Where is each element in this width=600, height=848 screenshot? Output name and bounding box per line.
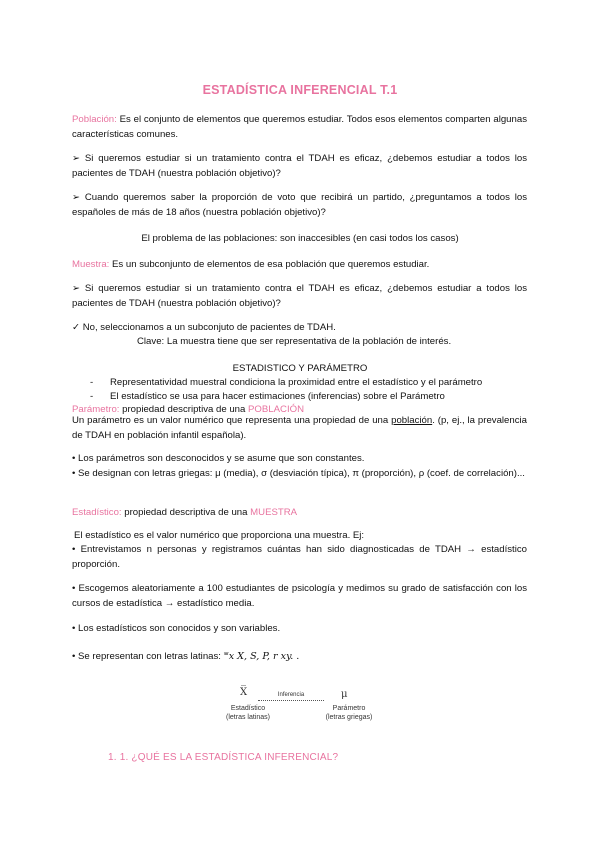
muestra-label: Muestra: (72, 259, 110, 270)
estadistico-b2-pre: • Se representan con letras latinas: (72, 651, 221, 662)
dash-icon: - (90, 377, 94, 388)
estadistico-text: propiedad descriptiva de una (124, 507, 248, 518)
bullet-item (90, 375, 482, 390)
figure-label-text: (letras griegas) (325, 714, 373, 721)
parametro-figure-label (318, 704, 380, 722)
parametro-bullet-2: • Se designan con letras griegas: μ (media), σ (desviación típica), π (proporción), ρ (coef. de correlación)... (72, 468, 525, 479)
estadistico-label: Estadístico: (72, 507, 122, 518)
x-bar-symbol: X̅ (240, 687, 248, 698)
page-title: ESTADÍSTICA INFERENCIAL T.1 (202, 83, 398, 97)
muestra-text: Es un subconjunto de elementos de esa población que queremos estudiar. (112, 259, 430, 270)
parametro-text: propiedad descriptiva de una (122, 404, 246, 415)
question-2: ➢ Cuando queremos saber la proporción de voto que recibirá un partido, ¿preguntamos a todos los españoles de más de 18 años (nuestra población objetivo)? (72, 192, 527, 218)
parametro-bullet-1: • Los parámetros son desconocidos y se asume que son constantes. (72, 453, 365, 464)
question-1: ➢ Si queremos estudiar si un tratamiento contra el TDAH es eficaz, ¿debemos estudiar a todos los pacientes de TDAH (nuestra población objetivo)? (72, 153, 527, 179)
inference-arrow-label: Inferencia (258, 691, 324, 701)
poblacion-label: Población: (72, 114, 117, 125)
parametro-keyword: POBLACIÓN (248, 404, 305, 415)
parametro-def-pre: Un parámetro es un valor numérico que representa una propiedad de una (72, 415, 389, 426)
estadistico-bullet-1: • Los estadísticos son conocidos y son variables. (72, 623, 281, 634)
estadistico-figure-label (218, 704, 278, 722)
clave-line: Clave: La muestra tiene que ser representativa de la población de interés. (137, 336, 452, 347)
estadistico-keyword: MUESTRA (250, 507, 298, 518)
parametro-def-post: . (p, ej., la prevalencia de TDAH en población infantil española). (72, 415, 527, 441)
section-heading-1-1: 1. 1. ¿QUÉ ES LA ESTADÍSTICA INFERENCIAL? (108, 752, 339, 763)
answer-line: ✓ No, seleccionamos a un subconjuto de pacientes de TDAH. (72, 322, 336, 333)
figure-label-text: Estadístico (230, 705, 266, 712)
figure-label-text: Parámetro (332, 705, 366, 712)
bullet-text: Representatividad muestral condiciona la proximidad entre el estadístico y el parámetro (110, 377, 483, 388)
mu-symbol: μ (341, 689, 348, 700)
muestra-paragraph (72, 257, 527, 272)
question-3: ➢ Si queremos estudiar si un tratamiento contra el TDAH es eficaz, ¿debemos estudiar a todos los pacientes de TDAH (nuestra población objetivo)? (72, 283, 527, 309)
latin-symbols: ⁼̅𝑥 X, S, P, r xy. . (223, 651, 300, 662)
figure-label-text: (letras latinas) (226, 714, 270, 721)
poblacion-text: Es el conjunto de elementos que queremos estudiar. Todos esos elementos comparten algunas características comunes. (72, 114, 527, 140)
poblacion-paragraph (72, 112, 527, 142)
parametro-label: Parámetro: (72, 404, 120, 415)
parametro-def-word: población (391, 415, 433, 426)
estadistico-example-1: • Entrevistamos n personas y registramos cuántas han sido diagnosticadas de TDAH → estadístico proporción. (72, 544, 527, 570)
estadistico-example-2: • Escogemos aleatoriamente a 100 estudiantes de psicología y medimos su grado de satisfacción con los cursos de estadística → estadístico media. (72, 583, 527, 609)
bullet-text: El estadístico se usa para hacer estimaciones (inferencias) sobre el Parámetro (110, 391, 445, 402)
estadistico-definition: El estadístico es el valor numérico que proporciona una muestra. Ej: (74, 530, 365, 541)
problem-statement: El problema de las poblaciones: son inaccesibles (en casi todos los casos) (141, 233, 459, 244)
estadistico-heading (72, 505, 527, 520)
section-estadistico-parametro: ESTADISTICO Y PARÁMETRO (232, 363, 368, 374)
parametro-definition (72, 413, 527, 443)
dash-icon: - (90, 391, 94, 402)
estadistico-bullet-2 (72, 649, 527, 664)
